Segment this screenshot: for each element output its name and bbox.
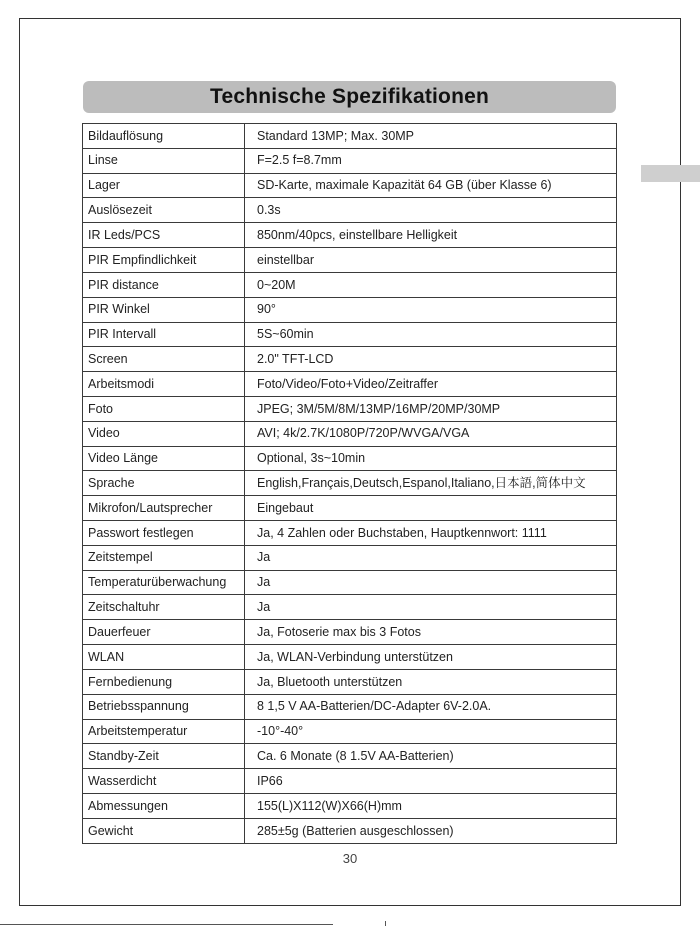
spec-label: Auslösezeit [83,198,245,223]
spec-label: IR Leds/PCS [83,223,245,248]
table-row [83,124,617,149]
spec-value: 155(L)X112(W)X66(H)mm [245,793,617,818]
side-tab-marker [641,165,700,182]
spec-value: Optional, 3s~10min [245,446,617,471]
table-row [83,372,617,397]
table-row [83,272,617,297]
spec-label: Fernbedienung [83,669,245,694]
spec-value: 90° [245,297,617,322]
table-row [83,545,617,570]
table-row [83,322,617,347]
spec-value: Ja [245,545,617,570]
spec-value: F=2.5 f=8.7mm [245,148,617,173]
table-row [83,148,617,173]
page-title: Technische Spezifikationen [209,85,490,108]
table-row [83,396,617,421]
spec-label: PIR Intervall [83,322,245,347]
spec-label: Passwort festlegen [83,521,245,546]
spec-value: SD-Karte, maximale Kapazität 64 GB (über Klasse 6) [245,173,617,198]
bottom-rule [0,924,333,925]
table-row [83,595,617,620]
table-row [83,818,617,843]
spec-label: Sprache [83,471,245,496]
table-row [83,347,617,372]
table-row [83,645,617,670]
spec-label: PIR distance [83,272,245,297]
spec-label: Mikrofon/Lautsprecher [83,496,245,521]
spec-value: 5S~60min [245,322,617,347]
table-row [83,248,617,273]
spec-value: Foto/Video/Foto+Video/Zeitraffer [245,372,617,397]
spec-value: 0.3s [245,198,617,223]
spec-label: Video [83,421,245,446]
spec-table [82,123,617,844]
spec-label: Wasserdicht [83,769,245,794]
table-row [83,570,617,595]
spec-value: 2.0" TFT-LCD [245,347,617,372]
spec-table-body [83,124,617,844]
spec-label: Screen [83,347,245,372]
spec-value: Ja [245,595,617,620]
spec-value: 8 1,5 V AA-Batterien/DC-Adapter 6V-2.0A. [245,694,617,719]
spec-label: Zeitschaltuhr [83,595,245,620]
table-row [83,496,617,521]
table-row [83,521,617,546]
spec-label: Lager [83,173,245,198]
table-row [83,297,617,322]
spec-label: Gewicht [83,818,245,843]
spec-value: Ja [245,570,617,595]
spec-label: Abmessungen [83,793,245,818]
table-row [83,446,617,471]
spec-value: Ca. 6 Monate (8 1.5V AA-Batterien) [245,744,617,769]
spec-value: Ja, Fotoserie max bis 3 Fotos [245,620,617,645]
spec-label: Linse [83,148,245,173]
spec-label: Zeitstempel [83,545,245,570]
title-bar [83,81,616,113]
spec-label: Dauerfeuer [83,620,245,645]
spec-value: Standard 13MP; Max. 30MP [245,124,617,149]
spec-label: Standby-Zeit [83,744,245,769]
spec-value: English,Français,Deutsch,Espanol,Italiano,日本語,简体中文 [245,471,617,496]
table-row [83,421,617,446]
spec-label: Betriebsspannung [83,694,245,719]
spec-value: 285±5g (Batterien ausgeschlossen) [245,818,617,843]
table-row [83,198,617,223]
bottom-tick-mark [385,921,386,926]
spec-value: 0~20M [245,272,617,297]
table-row [83,719,617,744]
spec-label: WLAN [83,645,245,670]
spec-label: Arbeitsmodi [83,372,245,397]
spec-label: Temperaturüberwachung [83,570,245,595]
spec-value: Eingebaut [245,496,617,521]
spec-value: Ja, Bluetooth unterstützen [245,669,617,694]
spec-value: Ja, 4 Zahlen oder Buchstaben, Hauptkennwort: 1111 [245,521,617,546]
table-row [83,769,617,794]
spec-label: Foto [83,396,245,421]
spec-value: Ja, WLAN-Verbindung unterstützen [245,645,617,670]
spec-label: PIR Empfindlichkeit [83,248,245,273]
spec-label: Bildauflösung [83,124,245,149]
table-row [83,173,617,198]
spec-label: Video Länge [83,446,245,471]
spec-label: PIR Winkel [83,297,245,322]
spec-label: Arbeitstemperatur [83,719,245,744]
table-row [83,669,617,694]
spec-value: AVI; 4k/2.7K/1080P/720P/WVGA/VGA [245,421,617,446]
spec-value: JPEG; 3M/5M/8M/13MP/16MP/20MP/30MP [245,396,617,421]
page-number: 30 [342,851,358,866]
table-row [83,471,617,496]
spec-value: IP66 [245,769,617,794]
table-row [83,620,617,645]
table-row [83,744,617,769]
table-row [83,694,617,719]
spec-value: -10°-40° [245,719,617,744]
spec-value: 850nm/40pcs, einstellbare Helligkeit [245,223,617,248]
table-row [83,793,617,818]
spec-value: einstellbar [245,248,617,273]
table-row [83,223,617,248]
